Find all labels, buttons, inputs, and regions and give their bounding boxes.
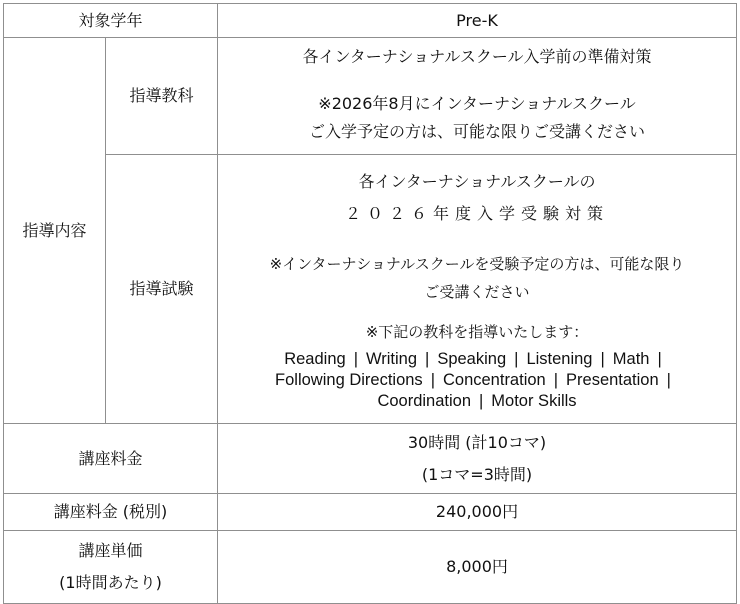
exam-subject-reading: Reading bbox=[284, 349, 346, 368]
target-grade-value: Pre-K bbox=[218, 4, 737, 38]
row-exam bbox=[4, 155, 737, 424]
row-target-grade bbox=[4, 4, 737, 38]
exam-subjects-line3 bbox=[218, 391, 736, 412]
row-fee bbox=[4, 424, 737, 494]
exam-label: 指導試験 bbox=[106, 155, 218, 424]
row-unit-price bbox=[4, 531, 737, 604]
fee-tax-label: 講座料金 (税別) bbox=[4, 494, 218, 531]
exam-cell bbox=[218, 155, 737, 424]
separator: | bbox=[479, 391, 484, 410]
course-info-table bbox=[3, 3, 737, 604]
separator: | bbox=[553, 370, 559, 389]
unit-label-line2: (1時間あたり) bbox=[59, 573, 162, 592]
subject-title: 各インターナショナルスクール入学前の準備対策 bbox=[302, 47, 652, 67]
exam-subject-concentration: Concentration bbox=[442, 370, 546, 389]
exam-title-line2: ２０２６年度入学受験対策 bbox=[345, 204, 610, 224]
unit-label-cell bbox=[4, 531, 218, 604]
row-fee-tax bbox=[4, 494, 737, 531]
fee-line1: 30時間 (計10コマ) bbox=[407, 432, 547, 452]
exam-subject-coordination: Coordination bbox=[377, 391, 471, 410]
exam-note-line2: ご受講ください bbox=[424, 283, 530, 302]
exam-title-line1: 各インターナショナルスクールの bbox=[358, 172, 596, 192]
separator: | bbox=[514, 349, 519, 368]
target-grade-label: 対象学年 bbox=[4, 4, 218, 38]
fee-cell bbox=[218, 424, 737, 494]
exam-subject-presentation: Presentation bbox=[566, 370, 659, 389]
subject-label: 指導教科 bbox=[106, 38, 218, 155]
exam-subject-list bbox=[218, 349, 736, 412]
unit-value: 8,000円 bbox=[218, 531, 737, 604]
separator: | bbox=[353, 349, 358, 368]
fee-label: 講座料金 bbox=[4, 424, 218, 494]
subject-note-line2: ご入学予定の方は、可能な限りご受講ください bbox=[309, 121, 646, 141]
exam-note2: ※下記の教科を指導いたします： bbox=[365, 323, 589, 342]
separator: | bbox=[600, 349, 605, 368]
subject-cell bbox=[218, 38, 737, 155]
exam-subjects-line1 bbox=[218, 349, 736, 370]
content-label: 指導内容 bbox=[4, 38, 106, 424]
exam-subjects-line2 bbox=[218, 370, 736, 391]
exam-subject-math: Math bbox=[612, 349, 650, 368]
exam-note-line1: ※インターナショナルスクールを受験予定の方は、可能な限り bbox=[269, 255, 685, 274]
separator: | bbox=[430, 370, 435, 389]
subject-note-line1: ※2026年8月にインターナショナルスクール bbox=[318, 93, 636, 113]
separator: | bbox=[657, 349, 662, 368]
exam-subject-listening: Listening bbox=[526, 349, 593, 368]
unit-label-line1: 講座単価 bbox=[78, 541, 143, 560]
exam-subject-following-directions: Following Directions bbox=[275, 370, 423, 389]
fee-tax-value: 240,000円 bbox=[218, 494, 737, 531]
row-subject bbox=[4, 38, 737, 155]
exam-subject-speaking: Speaking bbox=[437, 349, 507, 368]
fee-line2: (1コマ=3時間) bbox=[421, 464, 533, 484]
separator: | bbox=[666, 370, 671, 389]
exam-subject-motor-skills: Motor Skills bbox=[491, 391, 577, 410]
separator: | bbox=[425, 349, 430, 368]
exam-subject-writing: Writing bbox=[365, 349, 418, 368]
